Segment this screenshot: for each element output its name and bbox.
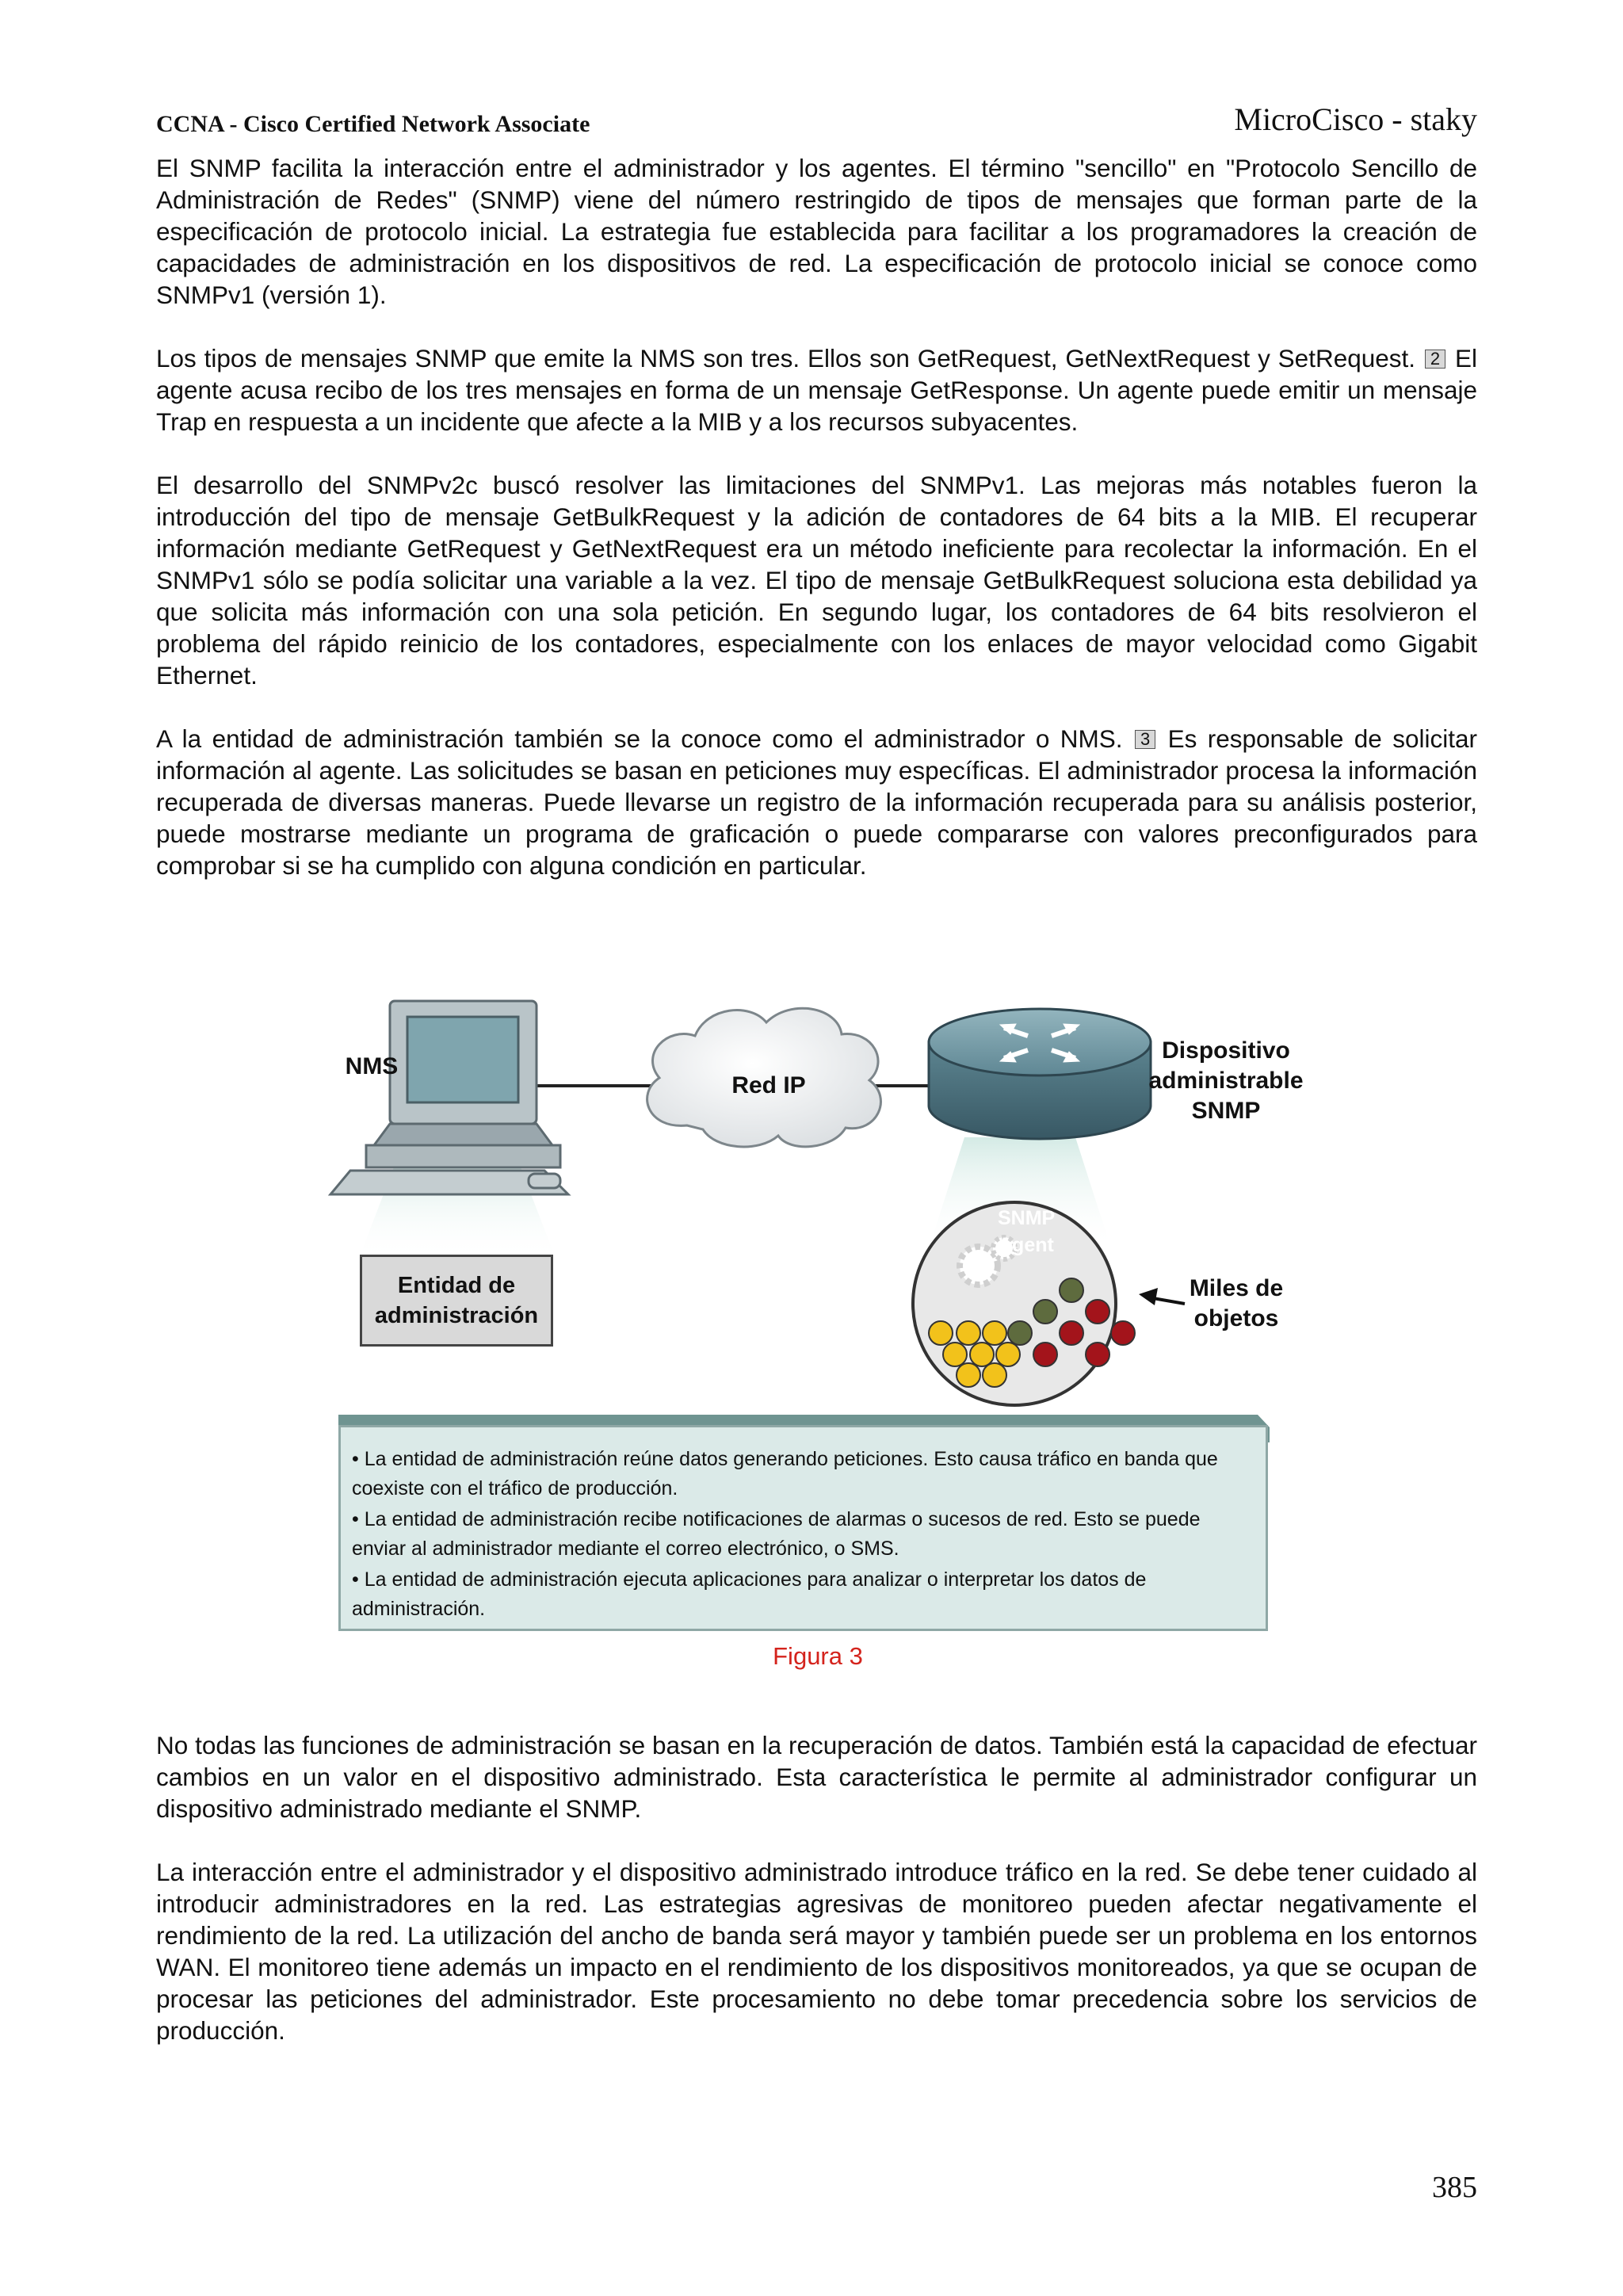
header-author: MicroCisco - staky — [1234, 101, 1477, 137]
object-yellow — [983, 1321, 1006, 1345]
router-icon — [929, 1009, 1151, 1139]
figure-caption: Figura 3 — [773, 1642, 863, 1670]
bullet-item: • La entidad de administración recibe notificaciones de alarmas o sucesos de red. Esto se puede enviar al administrador mediante el correo electrónico, o SMS. — [352, 1508, 1201, 1560]
object-olive — [1033, 1300, 1057, 1324]
computer-icon — [330, 1001, 568, 1194]
objects-label-line-2: objetos — [1193, 1305, 1279, 1331]
bullet-item: • La entidad de administración ejecuta aplicaciones para analizar o interpretar los datos de administración. — [352, 1568, 1147, 1620]
paragraph-5: No todas las funciones de administración se basan en la recuperación de datos. También está la capacidad de efectuar cambios en un valor en el dispositivo administrado. Esta característica le permite al administrador configurar un dispositivo administrado mediante el SNMP. — [156, 1731, 1477, 1823]
figure-ref-3[interactable]: 3 — [1135, 730, 1155, 749]
nms-label: NMS — [345, 1053, 399, 1079]
object-yellow — [983, 1363, 1006, 1387]
figure-ref-2[interactable]: 2 — [1425, 350, 1445, 369]
object-yellow — [996, 1343, 1020, 1366]
object-yellow — [929, 1321, 953, 1345]
objects-label-line-1: Miles de — [1189, 1275, 1284, 1301]
management-entity-box — [360, 1255, 553, 1347]
paragraph-4 — [156, 723, 1477, 881]
object-yellow — [970, 1343, 994, 1366]
paragraph-1: El SNMP facilita la interacción entre el administrador y los agentes. El término "sencillo" en "Protocolo Sencillo de Administración de Redes" (SNMP) viene del número restringido de tipos de mensajes que forman parte de la especificación de protocolo inicial. La estrategia fue establecida para facilitar a los programadores la creación de capacidades de administración en los dispositivos de red. La especificación de protocolo inicial se conoce como SNMPv1 (versión 1). — [156, 154, 1477, 309]
text-block-bottom — [156, 1729, 1477, 2078]
paragraph-6: La interacción entre el administrador y el dispositivo administrado introduce tráfico en la red. Se debe tener cuidado al introducir administradores en la red. Las estrategias agresivas de monitoreo pueden afectar negativamente el rendimiento de la red. La utilización del ancho de banda será mayor y también puede ser un problema en los entornos WAN. El monitoreo tiene además un impacto en el rendimiento de los dispositivos monitoreados, ya que se ocupan de procesar las peticiones del administrador. Este procesamiento no debe tomar precedencia sobre los servicios de producción. — [156, 1858, 1477, 2045]
header-title: CCNA - Cisco Certified Network Associate — [156, 111, 590, 137]
object-red — [1111, 1321, 1135, 1345]
figure-3 — [315, 987, 1321, 1700]
device-label — [1131, 1036, 1321, 1126]
text-block-top — [156, 152, 1477, 913]
snmp-agent-label-line-2: Agent — [998, 1234, 1054, 1256]
bullet-panel — [338, 1425, 1268, 1631]
paragraph-4-start: A la entidad de administración también se la conoce como el administrador o NMS. — [156, 724, 1123, 753]
paragraph-2-end: El agente acusa recibo de los tres mensajes en forma de un mensaje GetResponse. Un agente puede emitir un mensaje Trap en respuesta a un incidente que afecte a la MIB y a los recursos subyacentes. — [156, 344, 1477, 436]
cloud-label: Red IP — [731, 1072, 806, 1098]
device-label-line-1: Dispositivo — [1162, 1037, 1290, 1064]
object-yellow — [943, 1343, 967, 1366]
paragraph-2 — [156, 342, 1477, 437]
device-label-line-3: SNMP — [1191, 1098, 1261, 1124]
snmp-agent-label-line-1: SNMP — [998, 1207, 1056, 1229]
snmp-agent-label — [998, 1205, 1093, 1259]
page-number: 385 — [1432, 2171, 1477, 2204]
paragraph-4-end: Es responsable de solicitar información al agente. Las solicitudes se basan en peticiones muy específicas. El administrador procesa la información recuperada de diversas maneras. Puede llevarse un registro de la información recuperada para su análisis posterior, puede mostrarse mediante un programa de graficación o puede compararse con valores preconfigurados para comprobar si se ha cumplido con alguna condición en particular. — [156, 724, 1477, 880]
object-red — [1086, 1300, 1109, 1324]
object-red — [1033, 1343, 1057, 1366]
bullet-item: • La entidad de administración reúne datos generando peticiones. Esto causa tráfico en banda que coexiste con el tráfico de producción. — [352, 1448, 1218, 1499]
object-olive — [1060, 1278, 1083, 1302]
object-red — [1086, 1343, 1109, 1366]
paragraph-2-start: Los tipos de mensajes SNMP que emite la NMS son tres. Ellos son GetRequest, GetNextRequest y SetRequest. — [156, 344, 1416, 372]
object-yellow — [957, 1321, 980, 1345]
object-yellow — [957, 1363, 980, 1387]
page-header — [156, 94, 1477, 138]
device-label-line-2: administrable — [1148, 1068, 1304, 1094]
paragraph-3: El desarrollo del SNMPv2c buscó resolver las limitaciones del SNMPv1. Las mejoras más notables fueron la introducción del tipo de mensaje GetBulkRequest y la adición de contadores de 64 bits a la MIB. El recuperar información mediante GetRequest y GetNextRequest era un método ineficiente para recolectar la información. En el SNMPv1 sólo se podía solicitar una variable a la vez. El tipo de mensaje GetBulkRequest soluciona esta debilidad ya que solicita más información con una sola petición. En segundo lugar, los contadores de 64 bits resolvieron el problema del rápido reinicio de los contadores, especialmente con los enlaces de mayor velocidad como Gigabit Ethernet. — [156, 471, 1477, 690]
entity-label-line-1: Entidad de — [397, 1273, 516, 1298]
object-red — [1060, 1321, 1083, 1345]
entity-label-line-2: administración — [374, 1303, 539, 1328]
objects-label — [1177, 1274, 1296, 1334]
object-olive — [1008, 1321, 1032, 1345]
